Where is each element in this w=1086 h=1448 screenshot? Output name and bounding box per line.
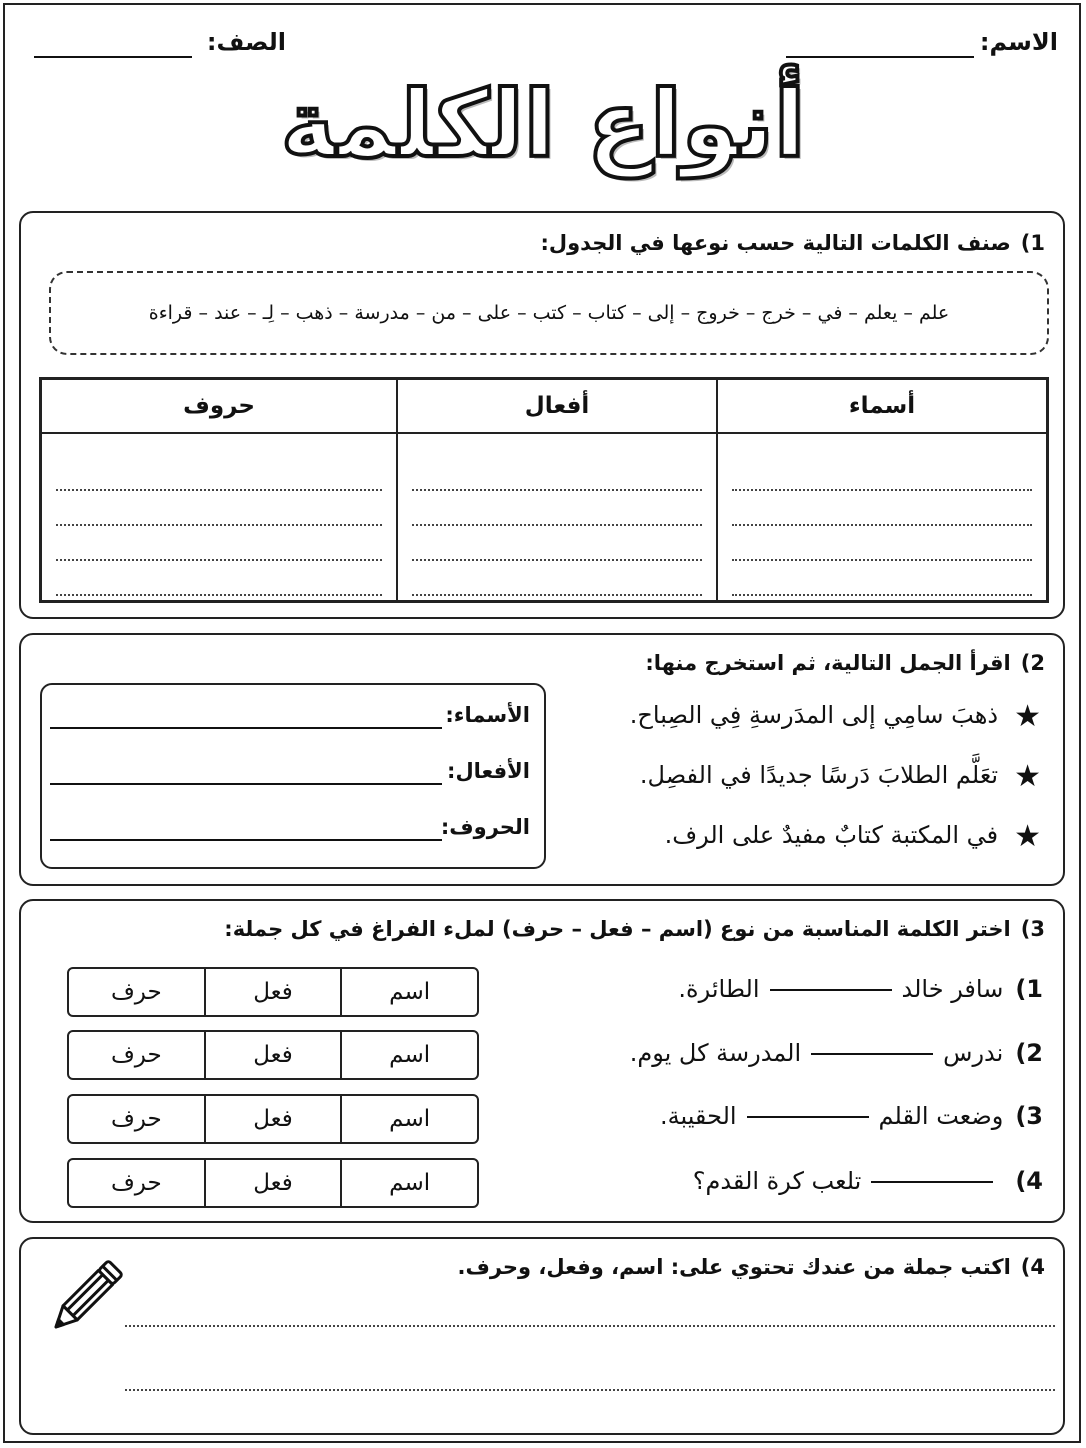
nouns-cell[interactable] bbox=[717, 433, 1048, 602]
star-icon: ★ bbox=[1014, 759, 1041, 794]
q3-number: 3) bbox=[1020, 917, 1045, 941]
q4-number: 4) bbox=[1020, 1255, 1045, 1279]
star-icon: ★ bbox=[1014, 819, 1041, 854]
blank-field[interactable] bbox=[770, 989, 892, 991]
fill-item-4: 4)تلعب كرة القدم؟ bbox=[692, 1167, 1043, 1195]
fill-item-2: 2)ندرسالمدرسة كل يوم. bbox=[629, 1039, 1043, 1067]
choice-particle[interactable]: حرف bbox=[110, 1042, 162, 1068]
choice-particle[interactable]: حرف bbox=[110, 1106, 162, 1132]
choice-noun[interactable]: اسم bbox=[340, 1096, 477, 1142]
choice-set-4 bbox=[67, 1158, 479, 1208]
extract-verbs-field[interactable] bbox=[50, 783, 442, 785]
q3-heading bbox=[224, 917, 1045, 941]
sentence-2: ★تعَلَّم الطلابَ دَرسًا جديدًا في الفصِل. bbox=[639, 759, 1041, 794]
choice-noun[interactable]: اسم bbox=[340, 1032, 477, 1078]
choice-verb[interactable]: فعل bbox=[204, 1096, 341, 1142]
q2-number: 2) bbox=[1020, 651, 1045, 675]
choice-verb[interactable]: فعل bbox=[204, 1032, 341, 1078]
section-3 bbox=[19, 899, 1065, 1223]
choice-particle[interactable]: حرف bbox=[110, 979, 162, 1005]
extract-particles-row bbox=[50, 815, 530, 845]
worksheet-title: أنواع الكلمة bbox=[280, 71, 806, 178]
q1-instruction: صنف الكلمات التالية حسب نوعها في الجدول: bbox=[540, 231, 1011, 255]
fill-item-1: 1)سافر خالدالطائرة. bbox=[678, 975, 1043, 1003]
pencil-icon bbox=[43, 1253, 127, 1343]
name-label: الاسم: bbox=[979, 28, 1058, 56]
choice-noun[interactable]: اسم bbox=[340, 969, 477, 1015]
choice-verb[interactable]: فعل bbox=[204, 969, 341, 1015]
particles-cell[interactable] bbox=[41, 433, 398, 602]
column-nouns: أسماء bbox=[717, 379, 1048, 434]
blank-field[interactable] bbox=[811, 1053, 933, 1055]
q1-number: 1) bbox=[1020, 231, 1045, 255]
fill-item-3: 3)وضعت القلمالحقيبة. bbox=[659, 1102, 1043, 1130]
extract-nouns-row bbox=[50, 703, 530, 733]
extract-verbs-label: الأفعال: bbox=[447, 759, 530, 783]
name-field[interactable] bbox=[786, 56, 974, 58]
choice-set-2 bbox=[67, 1030, 479, 1080]
extract-verbs-row bbox=[50, 759, 530, 789]
q2-instruction: اقرأ الجمل التالية، ثم استخرج منها: bbox=[645, 651, 1011, 675]
class-field[interactable] bbox=[34, 56, 192, 58]
verbs-cell[interactable] bbox=[397, 433, 717, 602]
q4-heading bbox=[457, 1255, 1045, 1279]
extract-box bbox=[40, 683, 546, 869]
class-label: الصف: bbox=[206, 28, 286, 56]
extract-particles-label: الحروف: bbox=[440, 815, 530, 839]
extract-nouns-field[interactable] bbox=[50, 727, 442, 729]
q2-heading bbox=[645, 651, 1045, 675]
answer-line-1[interactable] bbox=[125, 1325, 1055, 1327]
blank-field[interactable] bbox=[747, 1116, 869, 1118]
section-4 bbox=[19, 1237, 1065, 1435]
column-particles: حروف bbox=[41, 379, 398, 434]
section-2 bbox=[19, 633, 1065, 886]
extract-particles-field[interactable] bbox=[50, 839, 442, 841]
q1-heading bbox=[540, 231, 1045, 255]
sentence-3: ★في المكتبة كتابٌ مفيدٌ على الرف. bbox=[664, 819, 1041, 854]
column-verbs: أفعال bbox=[397, 379, 717, 434]
choice-noun[interactable]: اسم bbox=[340, 1160, 477, 1206]
extract-nouns-label: الأسماء: bbox=[445, 703, 530, 727]
star-icon: ★ bbox=[1014, 699, 1041, 734]
section-1 bbox=[19, 211, 1065, 619]
answer-line-2[interactable] bbox=[125, 1389, 1055, 1391]
choice-set-3 bbox=[67, 1094, 479, 1144]
q3-instruction: اختر الكلمة المناسبة من نوع (اسم – فعل – حرف) لملء الفراغ في كل جملة: bbox=[224, 917, 1011, 941]
sentence-1: ★ذهبَ سامِي إلى المدَرسةِ فِي الصِباح. bbox=[629, 699, 1041, 734]
q4-instruction: اكتب جملة من عندك تحتوي على: اسم، وفعل، وحرف. bbox=[457, 1255, 1011, 1279]
choice-verb[interactable]: فعل bbox=[204, 1160, 341, 1206]
choice-particle[interactable]: حرف bbox=[110, 1170, 162, 1196]
blank-field[interactable] bbox=[871, 1181, 993, 1183]
choice-set-1 bbox=[67, 967, 479, 1017]
word-bank: علم – يعلم – في – خرج – خروج – إلى – كتاب – كتب – على – من – مدرسة – ذهب – لِـ – عند – قراءة bbox=[49, 271, 1049, 355]
sorting-table bbox=[39, 377, 1049, 603]
